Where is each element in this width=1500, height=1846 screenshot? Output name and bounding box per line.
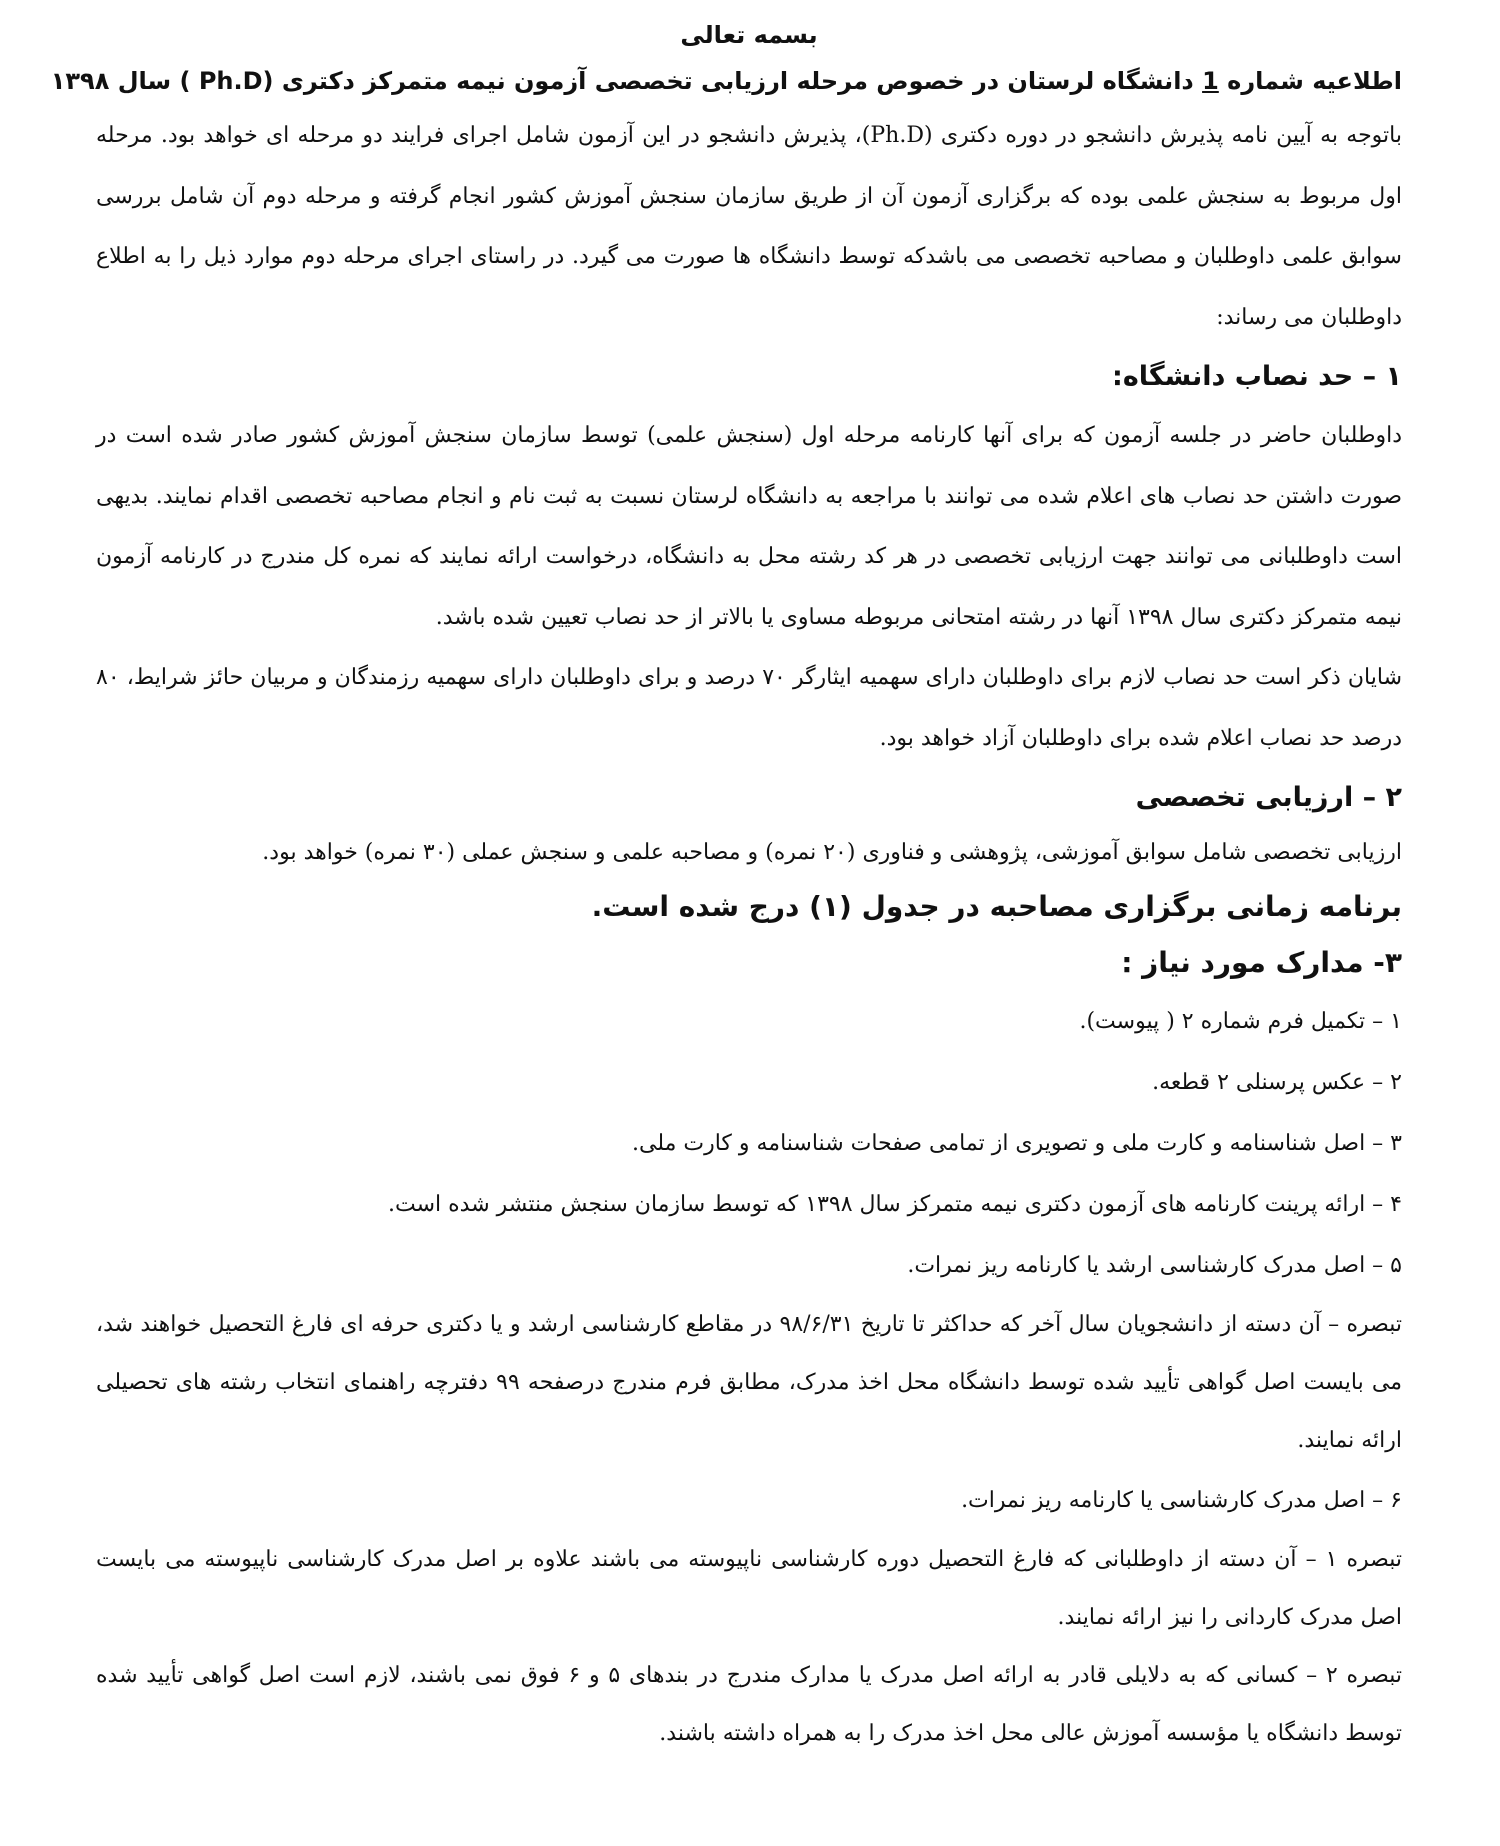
title-number: 1 (1202, 67, 1219, 95)
page-title (50, 56, 1402, 106)
document-item: ۳ – اصل شناسنامه و کارت ملی و تصویری از تمامی صفحات شناسنامه و کارت ملی. (631, 1131, 1402, 1156)
document-item: ۶ – اصل مدرک کارشناسی یا کارنامه ریز نمرات. (961, 1488, 1402, 1513)
title-part1: اطلاعیه شماره (1218, 67, 1402, 95)
document-item: ۱ – تکمیل فرم شماره ۲ ( پیوست). (1079, 1009, 1402, 1034)
quota-paragraph: شایان ذکر است حد نصاب لازم برای داوطلبان دارای سهمیه ایثارگر ۷۰ درصد و برای داوطلبان دارای سهمیه رزمندگان و مربیان حائز شرایط، ۸۰ درصد حد نصاب اعلام شده برای داوطلبان آزاد خواهد بود. (96, 665, 1402, 751)
section2-paragraph: ارزیابی تخصصی شامل سوابق آموزشی، پژوهشی و فناوری (۲۰ نمره) و مصاحبه علمی و سنجش عملی (۳۰ نمره) خواهد بود. (262, 840, 1402, 865)
note-paragraph: تبصره – آن دسته از دانشجویان سال آخر که حداکثر تا تاریخ ۹۸/۶/۳۱ در مقاطع کارشناسی ارشد و یا دکتری حرفه ای فارغ التحصیل خواهند شد، می بایست اصل گواهی تأیید شده توسط دانشگاه محل اخذ مدرک، مطابق فرم مندرج درصفحه ۹۹ دفترچه راهنمای انتخاب رشته های تحصیلی ارائه نمایند. (96, 1312, 1403, 1453)
note-paragraph: تبصره ۲ – کسانی که به دلایلی قادر به ارائه اصل مدرک یا مدارک مندرج در بندهای ۵ و ۶ فوق نمی باشند، لازم است اصل گواهی تأیید شده توسط دانشگاه یا مؤسسه آموزش عالی محل اخذ مدرک را به همراه داشته باشند. (96, 1663, 1402, 1746)
schedule-note: برنامه زمانی برگزاری مصاحبه در جدول (۱) درج شده است. (591, 890, 1402, 923)
note-paragraph: تبصره ۱ – آن دسته از داوطلبانی که فارغ التحصیل دوره کارشناسی ناپیوسته می باشند علاوه بر اصل مدرک کارشناسی ناپیوسته می بایست اصل مدرک کاردانی را نیز ارائه نمایند. (96, 1547, 1403, 1630)
section3-heading: ۳- مدارک مورد نیاز : (1121, 946, 1402, 979)
section1-heading: ۱ – حد نصاب دانشگاه: (1112, 361, 1402, 392)
basmala: بسمه تعالی (680, 21, 818, 49)
section2-heading: ۲ – ارزیابی تخصصی (1135, 782, 1402, 813)
intro-paragraph: باتوجه به آیین نامه پذیرش دانشجو در دوره دکتری (Ph.D)، پذیرش دانشجو در این آزمون شامل اجرای فرایند دو مرحله ای خواهد بود. مرحله اول مربوط به سنجش علمی بوده که برگزاری آزمون آن از طریق سازمان سنجش آموزش کشور انجام گرفته و مرحله دوم آن شامل بررسی سوابق علمی داوطلبان و مصاحبه تخصصی می باشدکه توسط دانشگاه ها صورت می گیرد. در راستای اجرای مرحله دوم موارد ذیل را به اطلاع داوطلبان می رساند: (96, 123, 1402, 330)
title-part2: دانشگاه لرستان در خصوص مرحله ارزیابی تخصصی آزمون نیمه متمرکز دکتری (Ph.D ) سال ۱۳۹۸ (50, 67, 1203, 95)
section1-paragraph: داوطلبان حاضر در جلسه آزمون که برای آنها کارنامه مرحله اول (سنجش علمی) توسط سازمان سنجش آموزش کشور صادر شده است در صورت داشتن حد نصاب های اعلام شده می توانند با مراجعه به دانشگاه لرستان نسبت به ثبت نام و انجام مصاحبه تخصصی اقدام نمایند. بدیهی است داوطلبانی می توانند جهت ارزیابی تخصصی در هر کد رشته محل به دانشگاه، درخواست ارائه نمایند که نمره کل مندرج در کارنامه آزمون نیمه متمرکز دکتری سال ۱۳۹۸ آنها در رشته امتحانی مربوطه مساوی یا بالاتر از حد نصاب تعیین شده باشد. (96, 423, 1402, 630)
document-item: ۴ – ارائه پرینت کارنامه های آزمون دکتری نیمه متمرکز سال ۱۳۹۸ که توسط سازمان سنجش منتشر شده است. (388, 1192, 1402, 1217)
document-item: ۵ – اصل مدرک کارشناسی ارشد یا کارنامه ریز نمرات. (907, 1253, 1402, 1278)
document-item: ۲ – عکس پرسنلی ۲ قطعه. (1152, 1070, 1402, 1095)
